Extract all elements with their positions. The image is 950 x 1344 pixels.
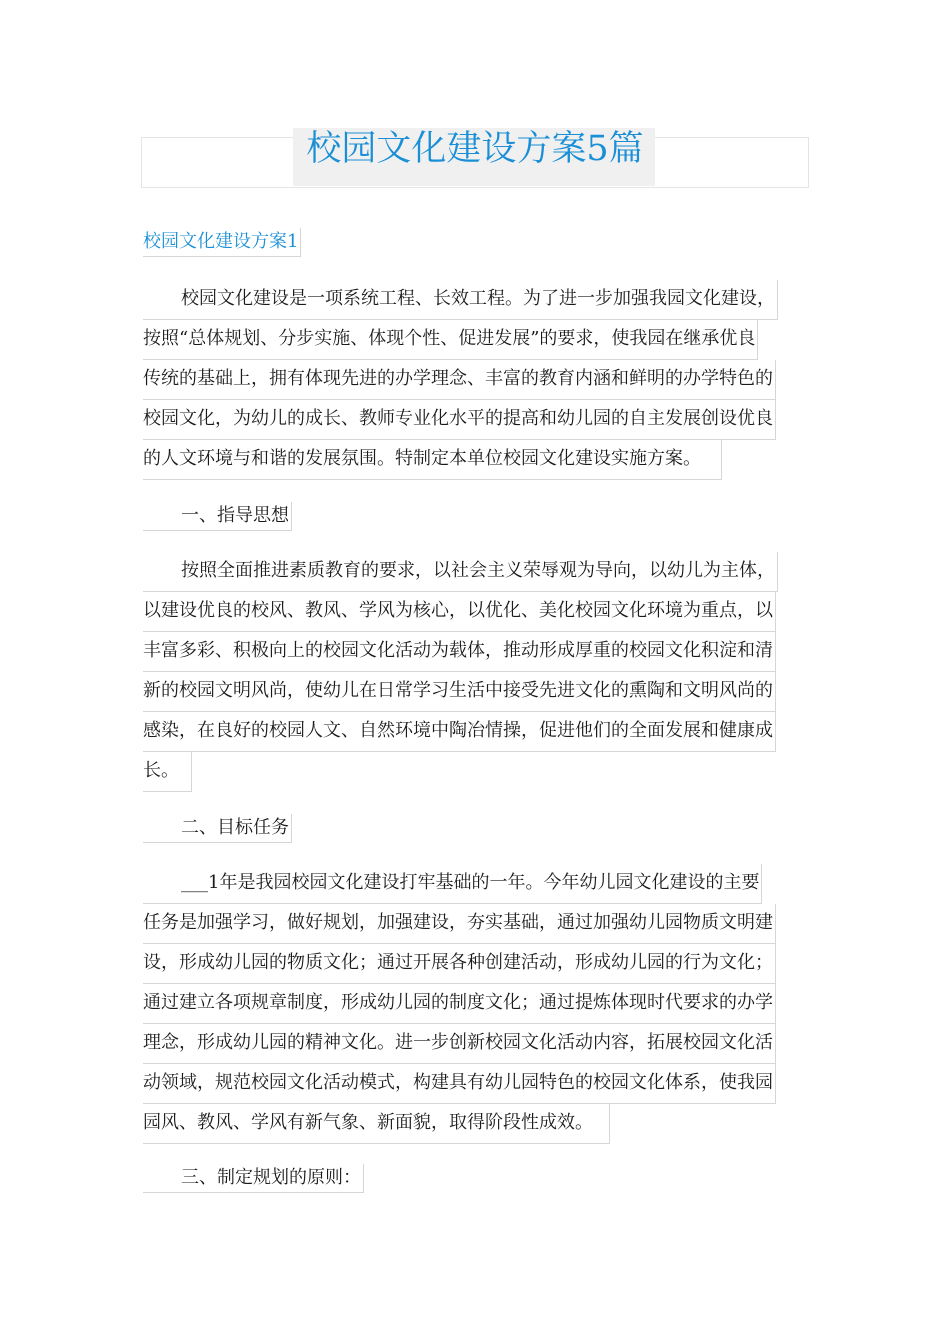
document-title: 校园文化建设方案5篇 [306, 129, 644, 169]
paragraph-line: 校园文化建设是一项系统工程、长效工程。为了进一步加强我园文化建设， [143, 280, 778, 320]
heading-guiding-ideology: 一、指导思想 [143, 502, 292, 531]
heading-goals-tasks: 二、目标任务 [143, 814, 292, 843]
paragraph-line: 按照全面推进素质教育的要求，以社会主义荣辱观为导向，以幼儿为主体， [143, 552, 778, 592]
paragraph-line: 动领域，规范校园文化活动模式，构建具有幼儿园特色的校园文化体系，使我园 [143, 1064, 776, 1104]
paragraph-line: 传统的基础上，拥有体现先进的办学理念、丰富的教育内涵和鲜明的办学特色的 [143, 360, 776, 400]
paragraph-line: 任务是加强学习，做好规划，加强建设，夯实基础，通过加强幼儿园物质文明建 [143, 904, 776, 944]
guiding-paragraph [143, 552, 778, 792]
paragraph-line: ___1年是我园校园文化建设打牢基础的一年。今年幼儿园文化建设的主要 [143, 864, 762, 904]
paragraph-line: 以建设优良的校风、教风、学风为核心，以优化、美化校园文化环境为重点，以 [143, 592, 776, 632]
paragraph-line: 感染，在良好的校园人文、自然环境中陶冶情操，促进他们的全面发展和健康成 [143, 712, 776, 752]
intro-paragraph [143, 280, 778, 480]
paragraph-line: 通过建立各项规章制度，形成幼儿园的制度文化；通过提炼体现时代要求的办学 [143, 984, 776, 1024]
paragraph-line: 设，形成幼儿园的物质文化；通过开展各种创建活动，形成幼儿园的行为文化； [143, 944, 776, 984]
paragraph-line: 的人文环境与和谐的发展氛围。特制定本单位校园文化建设实施方案。 [143, 440, 722, 480]
heading-planning-principles: 三、制定规划的原则： [143, 1164, 364, 1193]
paragraph-line: 长。 [143, 752, 192, 792]
paragraph-line: 按照“总体规划、分步实施、体现个性、促进发展”的要求，使我园在继承优良 [143, 320, 758, 360]
paragraph-line: 理念，形成幼儿园的精神文化。进一步创新校园文化活动内容，拓展校园文化活 [143, 1024, 776, 1064]
goals-paragraph [143, 864, 776, 1144]
paragraph-line: 丰富多彩、积极向上的校园文化活动为载体，推动形成厚重的校园文化积淀和清 [143, 632, 776, 672]
paragraph-line: 校园文化，为幼儿的成长、教师专业化水平的提高和幼儿园的自主发展创设优良 [143, 400, 776, 440]
section-title: 校园文化建设方案1 [143, 228, 301, 257]
paragraph-line: 新的校园文明风尚，使幼儿在日常学习生活中接受先进文化的熏陶和文明风尚的 [143, 672, 776, 712]
paragraph-line: 园风、教风、学风有新气象、新面貌，取得阶段性成效。 [143, 1104, 610, 1144]
